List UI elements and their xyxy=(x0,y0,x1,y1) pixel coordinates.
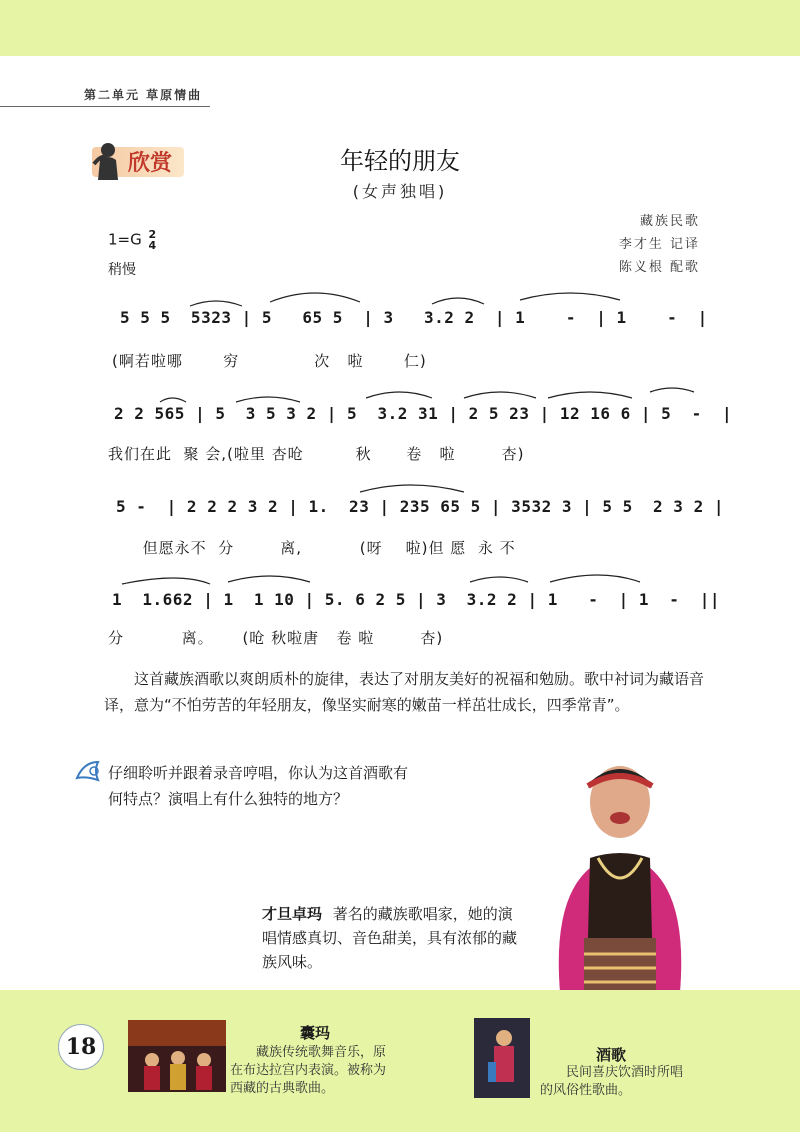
tempo-marking: 稍慢 xyxy=(108,262,136,278)
page-number: 18 xyxy=(58,1024,104,1070)
header-divider xyxy=(0,106,210,107)
score-line-1-lyrics: (啊若啦哪 穷 次 啦 仁) xyxy=(112,352,427,370)
discussion-question: 仔细聆听并跟着录音哼唱，你认为这首酒歌有何特点？演唱上有什么独特的地方？ xyxy=(108,764,409,808)
score-line-1-notes: 5 5 5 5323 | 5 65 5 | 3 3.2 2 | 1 - | 1 - | xyxy=(120,308,708,327)
singer-caption xyxy=(262,902,522,974)
time-top: 2 xyxy=(148,228,157,241)
time-bottom: 4 xyxy=(148,239,157,252)
credit-origin: 藏族民歌 xyxy=(639,214,700,229)
score-line-4-notes: 1 1.662 | 1 1 10 | 5. 6 2 5 | 3 3.2 2 | 1 - | 1 - || xyxy=(112,590,720,609)
glossary-text-jiuge: 民间喜庆饮酒时所唱的风俗性歌曲。 xyxy=(540,1065,684,1098)
bottom-color-band xyxy=(0,990,800,1132)
key-signature xyxy=(108,229,156,251)
score-line-4-lyrics: 分 离。 (呛 秋啦唐 卷 啦 杏) xyxy=(108,629,444,647)
song-title: 年轻的朋友 xyxy=(340,147,460,175)
glossary-term-jiuge: 酒歌 xyxy=(596,1046,627,1064)
song-description: 这首藏族酒歌以爽朗质朴的旋律，表达了对朋友美好的祝福和勉励。歌中衬词为藏语音译，意为“不怕劳苦的年轻朋友，像坚实耐寒的嫩苗一样茁壮成长，四季常青”。 xyxy=(104,670,705,714)
singer-name: 才旦卓玛 xyxy=(262,905,323,923)
score-line-2-notes: 2 2 565 | 5 3 5 3 2 | 5 3.2 31 | 2 5 23 | 12 16 6 | 5 - | xyxy=(114,404,733,423)
score-line-3-lyrics: 但愿永不 分 离, (呀 啦)但 愿 永 不 xyxy=(108,539,516,557)
credit-lyricist: 陈义根 配歌 xyxy=(618,260,700,275)
score-line-3-notes: 5 - | 2 2 2 3 2 | 1. 23 | 235 65 5 | 3532 3 | 5 5 2 3 2 | xyxy=(116,497,724,516)
song-subtitle: (女声独唱) xyxy=(352,182,448,201)
score-line-2-lyrics: 我们在此 聚 会,(啦里 杏呛 秋 卷 啦 杏) xyxy=(108,445,525,463)
glossary-text-nangma: 藏族传统歌舞音乐，原在布达拉宫内表演。被称为西藏的古典歌曲。 xyxy=(230,1045,387,1096)
unit-header: 第二单元 草原情曲 xyxy=(84,88,203,102)
key-label: 1=G xyxy=(108,230,142,249)
horn-listening-icon xyxy=(74,758,102,784)
badge-label: 欣赏 xyxy=(128,150,173,176)
top-color-band xyxy=(0,0,800,56)
glossary-term-nangma: 囊玛 xyxy=(300,1024,331,1042)
drinking-song-photo xyxy=(474,1018,530,1098)
singer-description: 著名的藏族歌唱家，她的演唱情感真切、音色甜美，具有浓郁的藏族风味。 xyxy=(262,905,518,971)
nangma-stage-photo xyxy=(128,1020,226,1092)
singer-photo xyxy=(520,758,700,992)
credit-transcriber: 李才生 记译 xyxy=(618,237,700,252)
